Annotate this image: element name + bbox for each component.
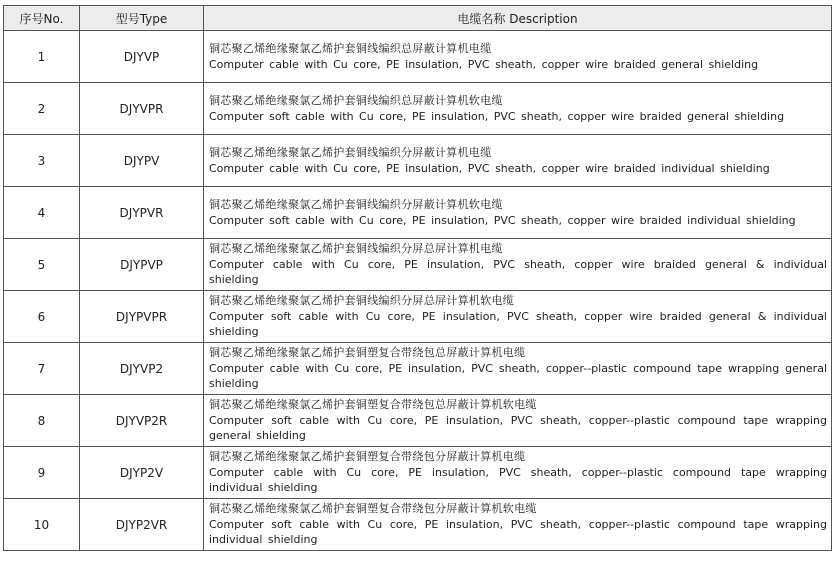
row-number: 5	[4, 239, 80, 291]
header-no: 序号No.	[4, 6, 80, 31]
row-description	[204, 239, 832, 291]
row-model-type: DJYP2V	[80, 447, 204, 499]
description-chinese: 铜芯聚乙烯绝缘聚氯乙烯护套铜线编织总屏蔽计算机软电缆	[209, 94, 503, 107]
header-type: 型号Type	[80, 6, 204, 31]
description-chinese: 铜芯聚乙烯绝缘聚氯乙烯护套铜塑复合带绕包总屏蔽计算机软电缆	[209, 398, 537, 412]
cable-spec-table	[3, 5, 832, 551]
table-row	[4, 499, 832, 551]
table-row	[4, 135, 832, 187]
row-model-type: DJYPV	[80, 135, 204, 187]
row-description	[204, 343, 832, 395]
description-english: Computer soft cable with Cu core, PE insulation, PVC sheath, copper wire braided individual shielding	[209, 213, 796, 227]
description-chinese: 铜芯聚乙烯绝缘聚氯乙烯护套铜塑复合带绕包分屏蔽计算机软电缆	[209, 502, 537, 516]
row-number: 2	[4, 83, 80, 135]
row-number: 6	[4, 291, 80, 343]
row-number: 8	[4, 395, 80, 447]
row-model-type: DJYVP2R	[80, 395, 204, 447]
description-english: Computer soft cable with Cu core, PE insulation, PVC sheath, copper wire braided general & individual shielding	[209, 309, 827, 339]
description-chinese: 铜芯聚乙烯绝缘聚氯乙烯护套铜线编织分屏总屏计算机软电缆	[209, 294, 515, 308]
description-chinese: 铜芯聚乙烯绝缘聚氯乙烯护套铜线编织分屏蔽计算机电缆	[209, 146, 492, 159]
description-english: Computer soft cable with Cu core, PE insulation, PVC sheath, copper--plastic compound tape wrapping general shielding	[209, 413, 827, 443]
table-row	[4, 447, 832, 499]
description-english: Computer cable with Cu core, PE insulation, PVC sheath, copper--plastic compound tape wrapping individual shielding	[209, 465, 827, 495]
description-chinese: 铜芯聚乙烯绝缘聚氯乙烯护套铜塑复合带绕包总屏蔽计算机电缆	[209, 346, 526, 360]
row-description	[204, 395, 832, 447]
row-description	[204, 83, 832, 135]
description-english: Computer soft cable with Cu core, PE insulation, PVC sheath, copper wire braided general shielding	[209, 109, 785, 123]
description-english: Computer cable with Cu core, PE insulation, PVC sheath, copper wire braided general & individual shielding	[209, 257, 827, 287]
row-description	[204, 31, 832, 83]
table-row	[4, 291, 832, 343]
row-number: 9	[4, 447, 80, 499]
description-english: Computer soft cable with Cu core, PE insulation, PVC sheath, copper--plastic compound tape wrapping individual shielding	[209, 517, 827, 547]
row-description	[204, 499, 832, 551]
table-row	[4, 395, 832, 447]
description-english: Computer cable with Cu core, PE insulation, PVC sheath, copper--plastic compound tape wrapping general shielding	[209, 361, 827, 391]
row-model-type: DJYP2VR	[80, 499, 204, 551]
row-model-type: DJYPVPR	[80, 291, 204, 343]
table-header-row	[4, 6, 832, 31]
description-english: Computer cable with Cu core, PE insulation, PVC sheath, copper wire braided general shielding	[209, 57, 759, 71]
table-body	[4, 31, 832, 551]
table-row	[4, 343, 832, 395]
row-description	[204, 187, 832, 239]
row-number: 3	[4, 135, 80, 187]
header-description: 电缆名称 Description	[204, 6, 832, 31]
table-row	[4, 31, 832, 83]
row-model-type: DJYPVP	[80, 239, 204, 291]
row-number: 10	[4, 499, 80, 551]
row-description	[204, 135, 832, 187]
row-number: 1	[4, 31, 80, 83]
row-model-type: DJYPVR	[80, 187, 204, 239]
description-english: Computer cable with Cu core, PE insulation, PVC sheath, copper wire braided individual shielding	[209, 161, 770, 175]
table-row	[4, 83, 832, 135]
description-chinese: 铜芯聚乙烯绝缘聚氯乙烯护套铜线编织分屏蔽计算机软电缆	[209, 198, 503, 211]
row-model-type: DJYVP	[80, 31, 204, 83]
row-model-type: DJYVPR	[80, 83, 204, 135]
description-chinese: 铜芯聚乙烯绝缘聚氯乙烯护套铜线编织分屏总屏计算机电缆	[209, 242, 503, 256]
description-chinese: 铜芯聚乙烯绝缘聚氯乙烯护套铜线编织总屏蔽计算机电缆	[209, 42, 492, 55]
description-chinese: 铜芯聚乙烯绝缘聚氯乙烯护套铜塑复合带绕包分屏蔽计算机电缆	[209, 450, 526, 464]
row-description	[204, 291, 832, 343]
row-number: 7	[4, 343, 80, 395]
table-row	[4, 187, 832, 239]
row-description	[204, 447, 832, 499]
row-model-type: DJYVP2	[80, 343, 204, 395]
table-row	[4, 239, 832, 291]
row-number: 4	[4, 187, 80, 239]
